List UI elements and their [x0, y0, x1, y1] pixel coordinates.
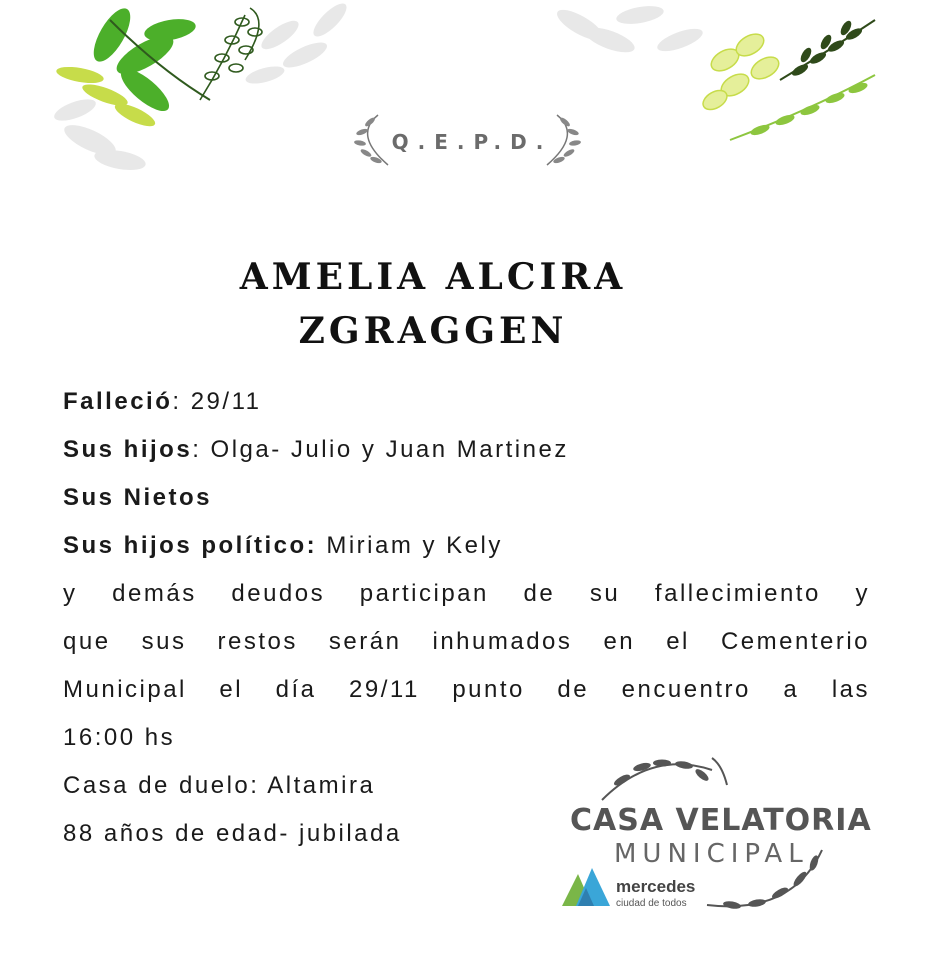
deceased-name [150, 250, 716, 358]
mercedes-mountain-icon [562, 868, 610, 906]
qepd-text: Q.E.P.D. [391, 130, 553, 154]
qepd-heading [340, 110, 595, 180]
paragraph-line-2: que sus restos serán inhumados en el Cementerio [63, 628, 870, 655]
casa-duelo-line: Casa de duelo: Altamira [63, 772, 376, 799]
nietos-line: Sus Nietos [63, 484, 213, 511]
paragraph-line-3: Municipal el día 29/11 punto de encuentro a las [63, 676, 870, 703]
foliage-top-left-decoration [50, 0, 380, 190]
logo-tagline: ciudad de todos [616, 898, 687, 909]
logo-brand: mercedes [616, 877, 696, 896]
logo-line1: CASA VELATORIA [570, 803, 872, 838]
casa-velatoria-logo [562, 755, 872, 915]
laurel-right-icon [542, 110, 587, 170]
edad-line: 88 años de edad- jubilada [63, 820, 402, 847]
politicos-label: Sus hijos político: [63, 532, 318, 559]
hijos-label: Sus hijos [63, 436, 193, 463]
politicos-line [63, 522, 870, 570]
fallecio-label: Falleció [63, 388, 173, 415]
deceased-name-line1: AMELIA ALCIRA [239, 256, 627, 298]
deceased-name-line2: ZGRAGGEN [298, 310, 568, 352]
logo-line2: MUNICIPAL [614, 839, 809, 869]
politicos-value: Miriam y Kely [317, 532, 503, 559]
paragraph-line-1: y demás deudos participan de su fallecimiento y [63, 580, 870, 607]
hijos-value: : Olga- Julio y Juan Martinez [192, 436, 569, 463]
hijos-line [63, 426, 870, 474]
paragraph-line-4: 16:00 hs [63, 724, 176, 751]
fallecio-line [63, 378, 870, 426]
fallecio-value: : 29/11 [172, 388, 262, 415]
